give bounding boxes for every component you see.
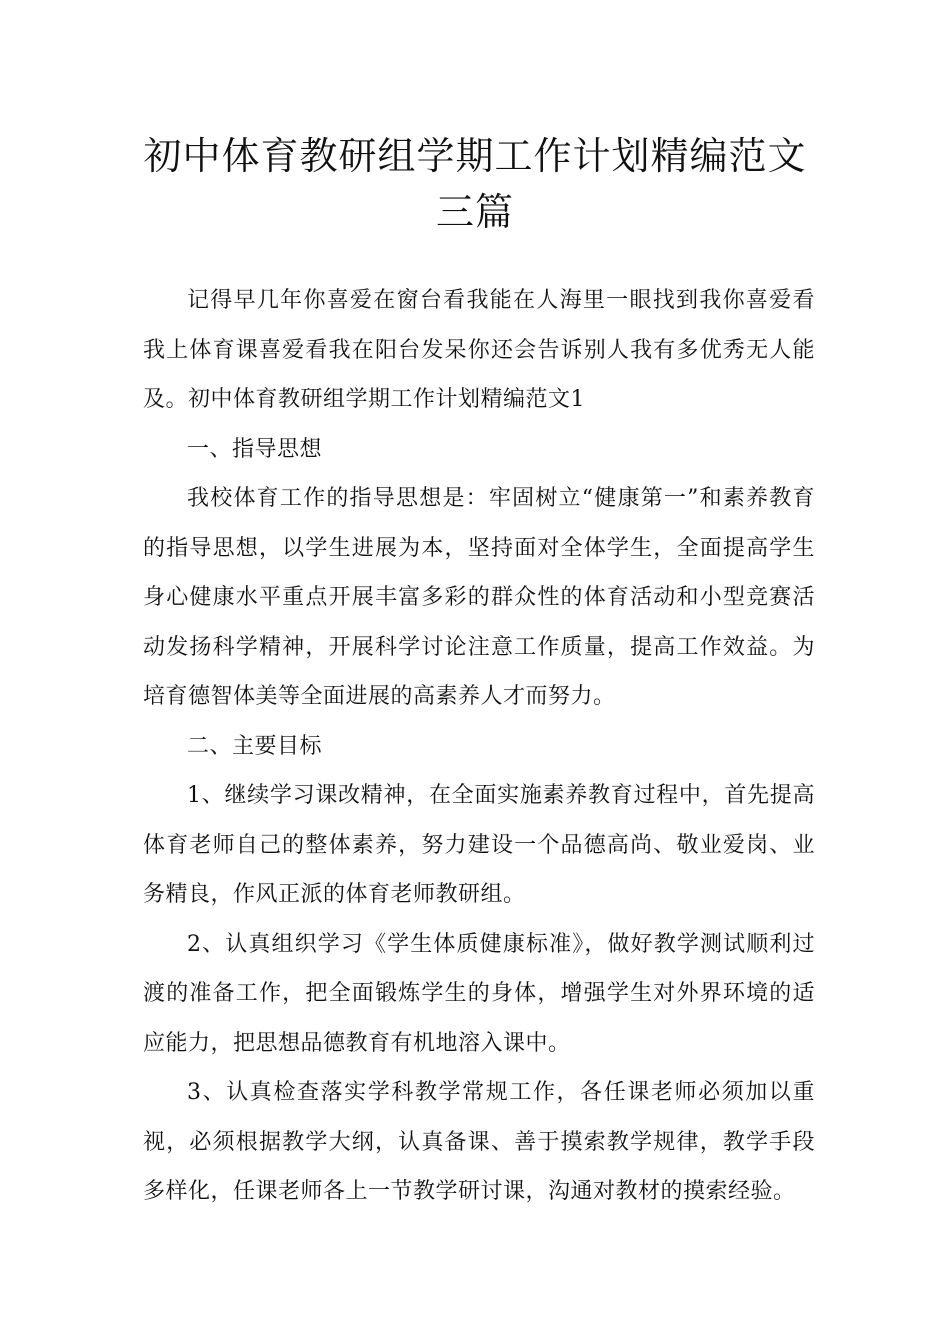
guiding-thought-paragraph: 我校体育工作的指导思想是：牢固树立“健康第一”和素养教育的指导思想，以学生进展为本，坚持面对全体学生，全面提高学生身心健康水平重点开展丰富多彩的群众性的体育活动和小型竞赛活动发扬科学精神，开展科学讨论注意工作质量，提高工作效益。为培育德智体美等全面进展的高素养人才而努力。	[143, 486, 815, 709]
document-title	[100, 128, 850, 240]
document-body	[143, 276, 815, 1217]
section-heading-main-goals: 二、主要目标	[187, 733, 323, 759]
goal-item-3: 3、认真检查落实学科教学常规工作，各任课老师必须加以重视，必须根据教学大纲，认真备课、善于摸索教学规律，教学手段多样化，任课老师各上一节教学研讨课，沟通对教材的摸索经验。	[143, 1080, 815, 1204]
title-line-2: 三篇	[435, 190, 514, 234]
title-line-1: 初中体育教研组学期工作计划精编范文	[143, 134, 807, 178]
goal-item-1: 1、继续学习课改精神，在全面实施素养教育过程中，首先提高体育老师自己的整体素养，努力建设一个品德高尚、敬业爱岗、业务精良，作风正派的体育老师教研组。	[143, 783, 815, 907]
intro-paragraph: 记得早几年你喜爱在窗台看我能在人海里一眼找到我你喜爱看我上体育课喜爱看我在阳台发呆你还会告诉别人我有多优秀无人能及。初中体育教研组学期工作计划精编范文1	[143, 288, 815, 412]
section-heading-guiding-thought: 一、指导思想	[187, 436, 323, 462]
goal-item-2: 2、认真组织学习《学生体质健康标准》，做好教学测试顺利过渡的准备工作，把全面锻炼学生的身体，增强学生对外界环境的适应能力，把思想品德教育有机地溶入课中。	[143, 931, 815, 1056]
